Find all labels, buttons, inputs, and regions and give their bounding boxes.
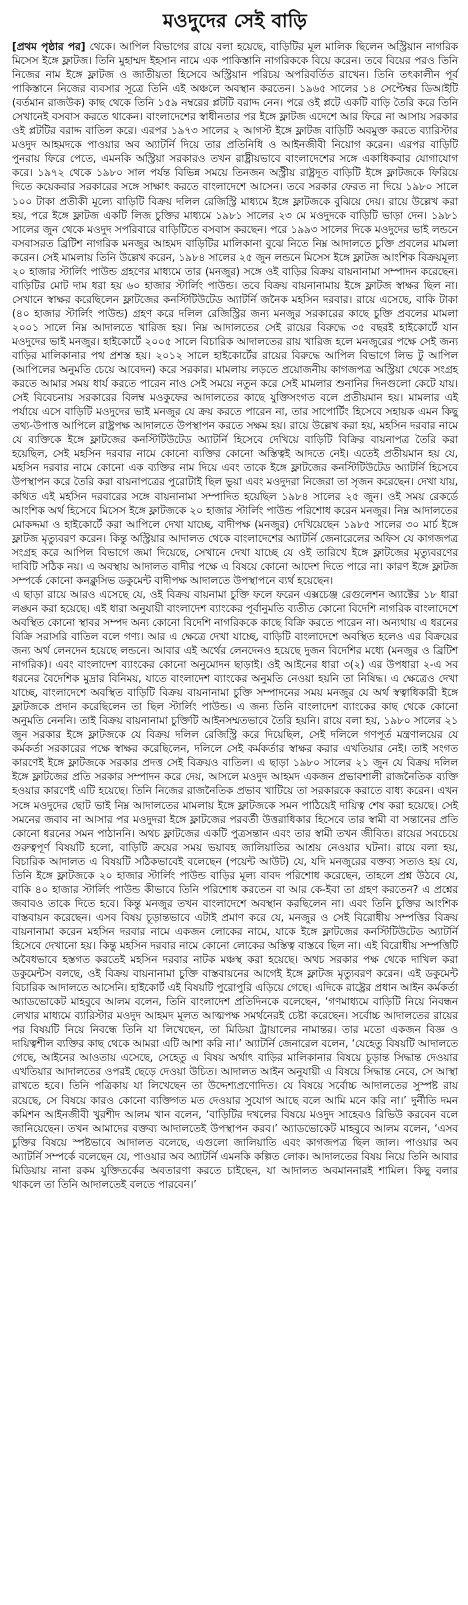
article-paragraph: [12, 40, 458, 588]
article-headline: মওদুদের সেই বাড়ি: [162, 10, 308, 32]
article-body: [12, 40, 458, 1192]
paragraph-text: থেকে। আপিল বিভাগের রায়ে বলা হয়েছে, বাড়িটির মূল মালিক ছিলেন অস্ট্রিয়ান নাগরিক মিসেস ইঙ্গে ফ্লাটজ। তিনি মুহাম্মদ ইহসান নামে এক পাকিস্তানি নাগরিককে বিয়ে করেন। তবে বিয়ের পরও তিনি নিজের নাম ইঙ্গে ফ্লাটজ ও জাতীয়তা হিসেবে অস্ট্রিয়ান পরিচয় অপরিবর্তিত রাখেন। তিনি তৎকালীন পূর্ব পাকিস্তানে নিজের ব্যবসার সূত্রে তিনি এই অঞ্চলে অবস্থান করতেন। ১৯৬৫ সালের ১৪ সেপ্টেম্বর ডিআইটি (বর্তমান রাজউক) কাছ থেকে তিনি ১৫৯ নম্বরের প্লটটি বরাদ্দ নেন। পরে ওই প্লটে একটি বাড়ি তৈরি করে তিনি সেখানেই বসবাস করতে থাকেন। বাংলাদেশের স্বাধীনতার পর ইঙ্গে ফ্লাটজ এদেশে আর ফিরে না আসায় সরকার ওই প্লটটির বরাদ্দ বাতিল করে। এরপর ১৯৭৩ সালের ২ আগস্ট ইঙ্গে ফ্লাটজ বাড়িটি অবমুক্ত করতে ব্যারিস্টার মওদুদ আহমদকে পাওয়ার অব অ্যাটর্নি দিয়ে তার প্রতিনিধি ও আইনজীবী নিয়োগ করেন। এরপর বাড়িটি পুনরায় ফিরে পেতে, এমনকি অস্ট্রিয়া সরকারও তখন রাষ্ট্রীয়ভাবে বাংলাদেশের সঙ্গে একাধিকবার যোগাযোগ করে। ১৯৭২ থেকে ১৯৮০ সাল পর্যন্ত বিভিন্ন সময়ে তিনজন অস্ট্রীয় রাষ্ট্রদূত বাড়িটি ইঙ্গে ফ্লাটজকে ফিরিয়ে দিতে কয়েকবার সরকারের সঙ্গে সাক্ষাৎ করতে বাংলাদেশে আসেন। তবে সরকার ফেরত না দিয়ে ১৯৮০ সালে ১০০ টাকা প্রতীকী মূল্যে বাড়িটি বিক্রয় দলিল রেজিস্ট্রি মাধ্যমে ইঙ্গে ফ্লাটজকে বুঝিয়ে দেয়। রায়ে উল্লেখ করা হয়, পরে ইঙ্গে ফ্লাটজ একটি লিজ চুক্তির মাধ্যমে ১৯৮১ সালের ২৩ মে মওদুদকে বাড়িটি ভাড়া দেন। ১৯৮১ সালের জুন থেকে মওদুদ সপরিবারে বাড়িটিতে বসবাস করছেন। পরে ১৯৯৩ সালের দিকে মওদুদের ভাই লন্ডনে বসবাসরত ব্রিটিশ নাগরিক মনজুর আহমদ বাড়িটির মালিকানা বুঝে নিতে নিম্ন আদালতে চুক্তি প্রবলের মামলা করেন। সেই মামলায় তিনি উল্লেখ করেন, ১৯৮৪ সালের ২৫ জুন লন্ডনে মিসেস ইঙ্গে ফ্লাটজ আংশিক বিক্রয়মূল্য ২০ হাজার স্টার্লিং পাউন্ড গ্রহণের মাধ্যমে তার (মনজুর) সঙ্গে ওই বাড়ির বিক্রয় বায়নানামা সম্পাদন করেছেন। বাড়িটির মোট দাম ধরা হয় ৬০ হাজার স্টার্লিং পাউন্ড। তবে বিক্রয় বায়নানামায় ইঙ্গে ফ্লাটজ স্বাক্ষর ছিল না। সেখানে স্বাক্ষর করেছিলেন ফ্লাটজের কনস্টিটিউটেড অ্যাটর্নি জনৈক মহসিন দরবার। রায়ে এসেছে, বাকি টাকা (৪০ হাজার স্টার্লিং পাউন্ড) গ্রহণ করে দলিল রেজিস্ট্রির জন্য মনজুর সরকারের কাছে চুক্তি প্রবলের মামলা ২০০১ সালে নিম্ন আদালতে খারিজ হয়। নিম্ন আদালতের সেই রায়ের বিরুদ্ধে ৩৫ বছরই হাইকোর্টে যান মওদুদের ভাই মনজুর। হাইকোর্টে ২০০৫ সালে বিচারিক আদালতের রায় খারিজ হলে মনজুরের পক্ষে সেই জন্য বাড়ির মালিকানার পথ প্রশস্ত হয়। ২০১২ সালে হাইকোর্টের রায়ের বিরুদ্ধে আপিল বিভাগে লিভ টু আপিল (আপিলের অনুমতি চেয়ে আবেদন) করে সরকার। মামলায় লড়তে প্রয়োজনীয় কাগজপত্র অস্ট্রিয়া থেকে সংগ্রহ করতে আমার সময় ধার্য করতে পারেন নাও সেই সময়ে নতুন করে সেই মামলার শুনানির দিনগুলো কেটে যায়। সেই বিবেচনায় সরকারের বিলম্ব মওকুফের আদালতের কাছে যুক্তিসংগত বলে প্রতীয়মান হয়। মামলার এই পর্যায়ে এসে বাড়িটি মওদুদের ভাই মনজুর যে ক্রয় করতে পারেন না, তার সাপোর্টিং হিসেবে সহায়ক এমন কিছু তথ্য-উপাত্ত আপিলে রাষ্ট্রপক্ষ আদালতে উপস্থাপন করতে সক্ষম হয়। রায়ে উল্লেখ করা হয়, মহসিন দরবার নামে যে ব্যক্তিকে ইঙ্গে ফ্লাটজের কনস্টিটিউটেড অ্যাটর্নি হিসেবে দেখিয়ে বাড়িটি বিক্রির বায়নাপত্র তৈরি করা হয়েছিল, সেই মহসিন দরবার নামে কোনো ব্যক্তির কোনো অস্তিত্বই আদতে নেই। এতেই প্রতীয়মান হয় যে, মহসিন দরবার নামে কোনো এক ব্যক্তির নাম দিয়ে এবং তাকে ইঙ্গে ফ্লাটজের কনস্টিটিউটেড অ্যাটর্নি হিসেবে উপস্থাপন করে তৈরি করা বায়নাপত্রের পুরোটাই ছিল ভুয়া এবং মওদুদরা নিজেরা তা সৃজন করেছেন। দেখা যায়, কথিত এই মহসিন দরবারের সঙ্গে বায়নানামা সম্পাদিত হয়েছিল ১৯৮৪ সালের ২৫ জুন। ওই সময় রেকর্ডে আংশিক অর্থ হিসেবে মিসেস ইঙ্গে ফ্লাটজকে ২০ হাজার স্টার্লিং পাউন্ড পরিশোধ করেন মনজুর। নিম্ন আদালতের মোকদ্দমা ও হাইকোর্টে করা আপিলে দেখা যাচ্ছে, বাদীপক্ষ (মনজুর) দেখিয়েছেন ১৯৮৫ সালের ৩০ মার্চ ইঙ্গে ফ্লাটজ মৃত্যুবরণ করেন। কিন্তু অস্ট্রিয়ার আদালত থেকে বাংলাদেশের অ্যাটর্নি জেনারেলের অফিস যে কাগজপত্র সংগ্রহ করে আপিল বিভাগে জমা দিয়েছে, সেখানে দেখা যাচ্ছে যে ওই তারিখে ইঙ্গে ফ্লাটজের মৃত্যুবরণের দাবিটি সঠিক নয়। এ অবস্থায় আদালত বাদীর পক্ষে এ বিষয়ে কোনো আদেশ দিতে পারে না। কারণ ইঙ্গে ফ্লাটজ সম্পর্কে কোনো কনক্লুসিভ ডকুমেন্ট বাদীপক্ষ আদালতে উপস্থাপনে ব্যর্থ হয়েছেন।: [12, 41, 458, 587]
continued-from-tag: [প্রথম পৃষ্ঠার পর]: [12, 41, 86, 53]
paragraph-text: এ ছাড়া রায়ে আরও এসেছে যে, ওই বিক্রয় বায়নামা চুক্তি ফলে ফরেন এক্সচেঞ্জ রেগুলেশন অ্যাক্টের ১৮ ধারা লঙ্ঘন করা হয়েছে। এই ধারা অনুযায়ী বাংলাদেশ ব্যাংকের পূর্বানুমতি ব্যতীত কোনো বিদেশি নাগরিক বাংলাদেশে অবস্থিত কোনো স্থাবর সম্পদ অন্য কোনো বিদেশি নাগরিককে কাছে বিক্রি করতে পারেন না। অন্যথায় এ ধরনের বিক্রি সরাসরি বাতিল বলে গণ্য। আর এ ক্ষেত্রে দেখা যাচ্ছে, বাড়িটি বাংলাদেশে অবস্থিত হলেও এর বিক্রয়ের জন্য অর্থ লেনদেন হয়েছে লন্ডনে। আবার এই অর্থের লেনদেনও হয়েছে দুজন বিদেশির মধ্যে (মনজুর ও ব্রিটিশ নাগরিক)। এবং বাংলাদেশ ব্যাংকের কোনো অনুমোদন ছাড়াই। ওই আইনের ধারা ৩(২) এর উপধারা ২-এ সব ধরনের বৈদেশিক মুদ্রার বিনিময়, যাতে বাংলাদেশ ব্যাংকের অনুমতি নেওয়া হয়নি তা নিষিদ্ধ। এ ক্ষেত্রেও দেখা যাচ্ছে, বাংলাদেশে অবস্থিত বাড়িটি বিক্রয় বায়নানামা চুক্তি সম্পাদনের সময় মনজুর যে অর্থ স্বত্বাধিকারী ইঙ্গে ফ্লাটজকে প্রদান করেছিলেন তা ছিল স্টার্লিং পাউন্ড। এ জন্য তিনি বাংলাদেশ ব্যাংকের কাছ থেকে কোনো অনুমতি নেননি। তাই বিক্রয় বায়নানামা চুক্তিটি আইনসম্মতভাবে তৈরি হয়নি। রায়ে বলা হয়, ১৯৮০ সালের ২১ জুন সরকার ইঙ্গে ফ্লাটজকে যে বিক্রয় দলিল রেজিস্ট্রি করে দিয়েছিল, সেই দলিলে গণপূর্ত মন্ত্রণালয়ের যে কর্মকর্তা সরকারের পক্ষে স্বাক্ষর করেছিলেন, দলিলে সেই কর্মকর্তার স্বাক্ষর করার এখতিয়ার নেই। তাই সংগত কারণেই ইঙ্গে ফ্লাটজকে সরকার প্রদত্ত সেই বিক্রয়ও বাতিল। এ ছাড়া ১৯৮০ সালের ২১ জুন যে বিক্রয় দলিল ইঙ্গে ফ্লাটজের প্রতি সরকার সম্পাদন করে দেয়, আসলে মওদুদ আহমদ একজন প্রভাবশালী রাজনৈতিক ব্যক্তি হওয়ার কারণেই এটি হয়েছে। তিনি নিজের রাজনৈতিক প্রভাব খাটিয়ে তা সরকারকে করাতে বাধ্য করেন। এখন সঙ্গে মওদুদের ছোট ভাই নিম্ন আদালতের মামলায় ইঙ্গে ফ্লাটজকে সমন পাঠিয়েই দায়িত্ব শেষ করা হয়েছে। সেই সমনের জবাব না আসার পর মওদুদরা ইঙ্গে ফ্লাটজের পরবর্তী উত্তরাধিকার হিসেবে তার স্বামী বা সন্তানের প্রতি কোনো ধরনের সমন পাঠাননি। অথচ ফ্লাটজের একটি পুত্রসন্তান এবং তার স্বামী তখন জীবিত। রায়ের সবচেয়ে গুরুত্বপূর্ণ বিষয়টি হলো, বাড়িটি ক্রয়ের সময় ভয়াবহ জালিয়াতির আশ্রয় নেওয়ার ঘটনা। রায়ে বলা হয়, বিচারিক আদালত এ বিষয়টি সঠিকভাবেই বলেছেন (পয়েন্ট আউট) যে, যদি মনজুরের বক্তব্য সত্যও হয় যে, তিনি ইঙ্গে ফ্লাটজকে ২০ হাজার স্টার্লিং পাউন্ড বাড়ির মূল্য বাবদ পরিশোধ করেছেন, তাহলে প্রশ্ন উঠবে যে, বাকি ৪০ হাজার স্টার্লিং পাউন্ড কীভাবে তিনি পরিশোধ করতেন বা আর কে-ইবা তা গ্রহণ করতেন? এ প্রশ্নের জবাবও তাকে দিতে হবে। কিন্তু মনজুর তখন বাংলাদেশে অবস্থান করছিলেন না। এবং তিনি চুক্তির আংশিক বাস্তবায়ন করেছেন। এসব বিষয় চূড়ান্তভাবে এটাই প্রমাণ করে যে, মনজুর ও সেই বিরোধীয় সম্পত্তির বিক্রয় বায়নানামা করেন মহসিন দরবার নামে একজন লোকের নামে, যাকে ইঙ্গে ফ্লাটজের কনস্টিটিউটেড অ্যাটর্নি হিসেবে দেখানো হয়। কিন্তু মহসিন দরবার নামে কোনো লোকের অস্তিত্ব বাস্তবে ছিল না। এই বিরোধীয় সম্পত্তিটি অবৈধভাবে হস্তগত করতেই মহসিন দরবার নাটক মঞ্চস্থ করা হয়েছে। অথচ সরকার পক্ষ থেকে দাখিল করা ডকুমেন্টস বলছে, ওই বিক্রয় বায়নানামা চুক্তি বাস্তবায়নের আগেই ইঙ্গে ফ্লাটজ মৃত্যুবরণ করেন। এই ডকুমেন্ট বিচারিক আদালতে আসেনি। হাইকোর্ট এই বিষয়টি পুরোপুরি এড়িয়ে গেছে। এদিকে রাষ্ট্রের প্রধান আইন কর্মকর্তা অ্যাডভোকেট মাহবুবে আলম বলেন, তিনি বাংলাদেশ প্রতিদিনকে বলেছেন, ‘গণমাধ্যমে বাড়িটি নিয়ে নিবন্ধন লেখার মাধ্যমে ব্যারিস্টার মওদুদ আহমদ মূলত আত্মপক্ষ সমর্থনেরই চেষ্টা করেছেন। সর্বোচ্চ আদালতের রায়ের পর বিষয়টি নিয়ে নিবন্ধে তিনি যা লিখেছেন, তা মিডিয়া ট্রায়ালের নামান্তর। তার মতো একজন বিজ্ঞ ও দায়িত্বশীল ব্যক্তির কাছ থেকে আমরা এটি আশা করি না।’ অ্যাটর্নি জেনারেল বলেন, ‘যেহেতু বিষয়টি আদালতে গেছে, আইনের আওতায় এসেছে, সেহেতু এ বিষয় অর্থাৎ বাড়ির মালিকানার বিষয়ে চূড়ান্ত সিদ্ধান্ত দেওয়ার এখতিয়ার আদালতের ওপরই ছেড়ে দেওয়া উচিত। আদালত আইন অনুযায়ী এ বিষয়ে সিদ্ধান্ত নেবে, সে আস্থা রাখতে হবে। তিনি পত্রিকায় যা লিখেছেন তা উদ্দেশ্যপ্রণোদিত। যে বিষয়ে সর্বোচ্চ আদালতের সুস্পষ্ট রায় রয়েছে, সে বিষয়ে কারও কোনো ব্যক্তিগত মত দেওয়ার সুযোগ আছে বলে আমি মনে করি না।’ দুর্নীতি দমন কমিশন আইনজীবী খুরশীদ আলম খান বলেন, ‘বাড়িটির দখলের বিষয়ে মওদুদ সাহেবও রিভিউ করবেন বলে জানিয়েছেন। তখন আমাদের বক্তব্য আদালতেই উপস্থাপন করব।’ অ্যাডভোকেট মাহবুবে আলম বলেন, ‘এসব চুক্তির বিষয়ে স্পষ্টভাবে আদালত বলেছে, এগুলো জালিয়াতি এবং কাগজপত্র ছিল জাল। পাওয়ার অব অ্যাটর্নি সম্পর্কে বলেছেন যে, পাওয়ার অব অ্যাটর্নি এমনকি কল্পিত লোক। আদালতের বিষয় নিয়ে তিনি আবার মিডিয়ায় নানা রকম যুক্তিতর্কের অবতারণা করতে চাইছেন, যা আদালত অবমাননারই শামিল। কিছু বলার থাকলে তা তিনি আদালতেই বলতে পারবেন।’: [12, 588, 458, 1191]
article-paragraph: [12, 588, 458, 1192]
